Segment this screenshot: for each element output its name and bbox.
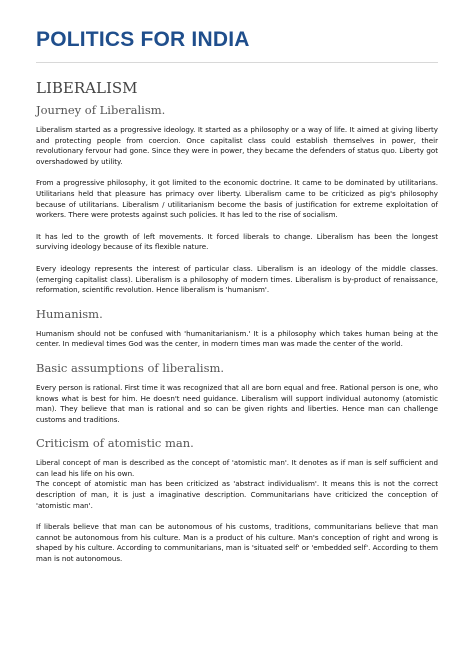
paragraph: Liberal concept of man is described as the concept of 'atomistic man'. It denotes as if man is self sufficient and can lead his life on his own. bbox=[36, 458, 438, 478]
paragraph: Liberalism started as a progressive ideology. It started as a philosophy or a way of life. It aimed at giving liberty and protecting people from coercion. Once capitalist class could establish themselves in power, their revolutionary fervour had gone. Since they were in power, they became the defenders of status quo. Liberty got overshadowed by utility. bbox=[36, 125, 438, 166]
paragraph: Humanism should not be confused with 'humanitarianism.' It is a philosophy which takes human being at the center. In medieval times God was the center, in modern times man was made the center of the world. bbox=[36, 328, 438, 349]
section-heading: Humanism. bbox=[36, 306, 103, 321]
paragraph: Every person is rational. First time it was recognized that all are born equal and free. Rational person is one, who knows what is best for him. He doesn't need guidance. Liberalism will support individual autonomy (atomistic man). They believe that man is rational and so can be given rights and liberties. Hence man can challenge customs and traditions. bbox=[36, 382, 438, 424]
paragraph: The concept of atomistic man has been criticized as 'abstract individualism'. It means this is not the correct description of man, it is just a imaginative description. Communitarians have criticized the conception of 'atomistic man'. bbox=[36, 479, 438, 510]
section-basic-assumptions bbox=[36, 361, 438, 425]
section-criticism bbox=[36, 436, 438, 564]
header-divider bbox=[36, 62, 438, 63]
section-heading: Basic assumptions of liberalism. bbox=[36, 360, 225, 375]
section-humanism bbox=[36, 307, 438, 350]
section-journey bbox=[36, 103, 438, 296]
paragraph: Every ideology represents the interest of particular class. Liberalism is an ideology of the middle classes. (emerging capitalist class). Liberalism is a philosophy of modern times. Liberalism is by-product of renaissance, reformation, scientific revolution. Hence liberalism is 'humanism'. bbox=[36, 263, 438, 295]
section-title: LIBERALISM bbox=[36, 79, 138, 97]
paragraph: From a progressive philosophy, it got limited to the economic doctrine. It came to be dominated by utilitarians. Utilitarians held that pleasure has primacy over liberty. Liberalism came to be criticized as pig's philosophy because of utilitarians. Liberalism / utilitarianism become the basis of justification for extreme exploitation of workers. There were protests against such policies. It has led to the rise of socialism. bbox=[36, 178, 438, 220]
site-title: POLITICS FOR INDIA bbox=[36, 28, 250, 51]
section-heading: Journey of Liberalism. bbox=[36, 103, 166, 117]
paragraph: It has led to the growth of left movements. It forced liberals to change. Liberalism has been the longest surviving ideology because of its flexible nature. bbox=[36, 231, 438, 252]
section-heading: Criticism of atomistic man. bbox=[36, 436, 194, 451]
paragraph: If liberals believe that man can be autonomous of his customs, traditions, communitarians believe that man cannot be autonomous from his culture. Man is a product of his culture. Man's conception of right and wrong is shaped by his culture. According to communitarians, man is 'situated self' or 'embedded self'. According to them man is not autonomous. bbox=[36, 522, 438, 564]
